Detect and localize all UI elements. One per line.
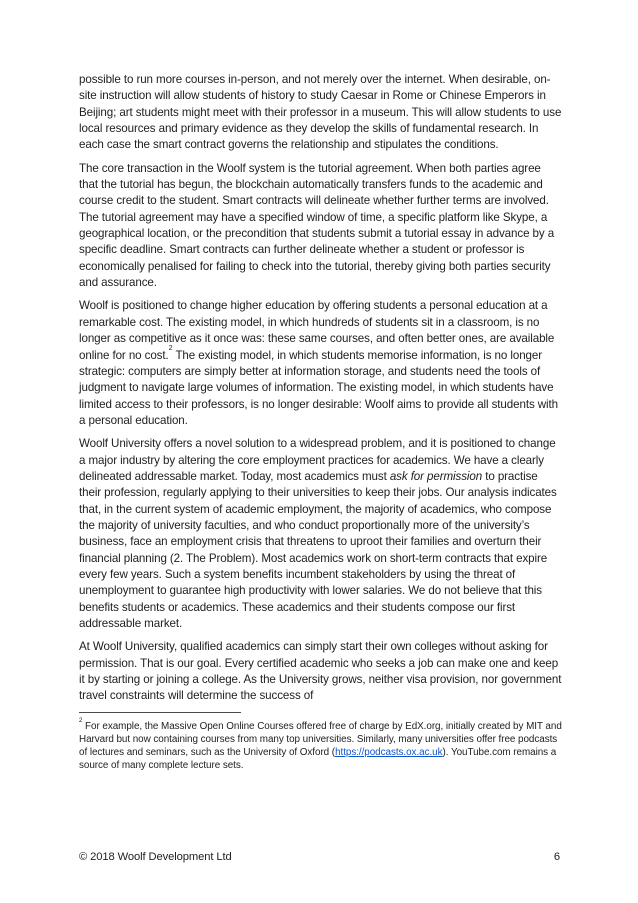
page-footer xyxy=(79,851,560,863)
page-number: 6 xyxy=(553,851,560,863)
paragraph-1 xyxy=(79,72,562,154)
italic-phrase: ask for permission xyxy=(389,469,483,483)
footnote xyxy=(79,716,562,772)
paragraph-4 xyxy=(79,436,562,632)
footnote-text-continued: ). YouTube.com remains a source of many complete lecture sets. xyxy=(79,746,557,771)
copyright-text: © 2018 Woolf Development Ltd xyxy=(79,851,232,863)
paragraph-5-text: At Woolf University, qualified academics can simply start their own colleges without asking for permission. That is our goal. Every certified academic who seeks a job can make one and keep it by starting or joining a college. As the University grows, neither visa provision, nor government travel constraints will determine the success of xyxy=(79,640,562,703)
paragraph-3 xyxy=(79,298,562,429)
paragraph-2-text: The core transaction in the Woolf system is the tutorial agreement. When both parties agree that the tutorial has begun, the blockchain automatically transfers funds to the academic and course credit to the student. Smart contracts will delineate whether further terms are involved. The tutorial agreement may have a specified window of time, a specific platform like Skype, a geographical location, or the precondition that students submit a tutorial essay in advance by a specific deadline. Smart contracts can further delineate whether a student or professor is economically penalised for failing to check into the tutorial, thereby giving both parties security and assurance. xyxy=(79,161,555,290)
paragraph-3-text: Woolf is positioned to change higher education by offering students a personal education at a remarkable cost. The existing model, in which hundreds of students sit in a classroom, is no longer as competitive as it once was: these same courses, and often better ones, are available online for no cost. xyxy=(79,299,555,362)
footnote-text: For example, the Massive Open Online Courses offered free of charge by EdX.org, initially created by MIT and Harvard but now containing courses from many top universities. Similarly, many universities offer free podcasts of lectures and seminars, such as the University of Oxford ( xyxy=(79,720,562,758)
paragraph-1-text: possible to run more courses in-person, and not merely over the internet. When desirable, on-site instruction will allow students of history to study Caesar in Rome or Chinese Emperors in Beijing; art students might meet with their professor in a museum. This will allow students to use local resources and primary evidence as they develop the skills of fundamental research. In each case the smart contract governs the relationship and stipulates the conditions. xyxy=(79,73,562,152)
footnote-link[interactable]: https://podcasts.ox.ac.uk xyxy=(335,746,443,758)
footnote-reference-2: 2 xyxy=(168,343,173,353)
paragraph-4-text: Woolf University offers a novel solution to a widespread problem, and it is positioned to change a major industry by altering the core employment practices for academics. We have a clearly delineated addressable market. Today, most academics must xyxy=(79,437,556,483)
paragraph-2 xyxy=(79,161,562,292)
paragraph-3-text-continued: The existing model, in which students memorise information, is no longer strategic: computers are simply better at information storage, and students need the tools of judgment to navigate large volumes of information. The existing model, in which students have limited access to their professors, is no longer desirable: Woolf aims to provide all students with a personal education. xyxy=(79,348,558,427)
paragraph-4-text-continued: to practise their profession, regularly applying to their universities to keep their jobs. Our analysis indicates that, in the current system of academic employment, the majority of academics, who compose the majority of university faculties, and who conduct proportionally more of the university’s business, face an employment crisis that threatens to uproot their families and overturn their financial planning (2. The Problem). Most academics work on short-term contracts that expire every few years. Such a system benefits incumbent stakeholders by using the threat of unemployment to guarantee high productivity with lower salaries. We do not believe that this benefits students or academics. These academics and their students compose our first addressable market. xyxy=(79,469,557,630)
paragraph-5 xyxy=(79,639,562,704)
footnote-divider xyxy=(79,712,241,713)
body-text xyxy=(79,72,562,772)
footnote-marker: 2 xyxy=(79,716,83,724)
